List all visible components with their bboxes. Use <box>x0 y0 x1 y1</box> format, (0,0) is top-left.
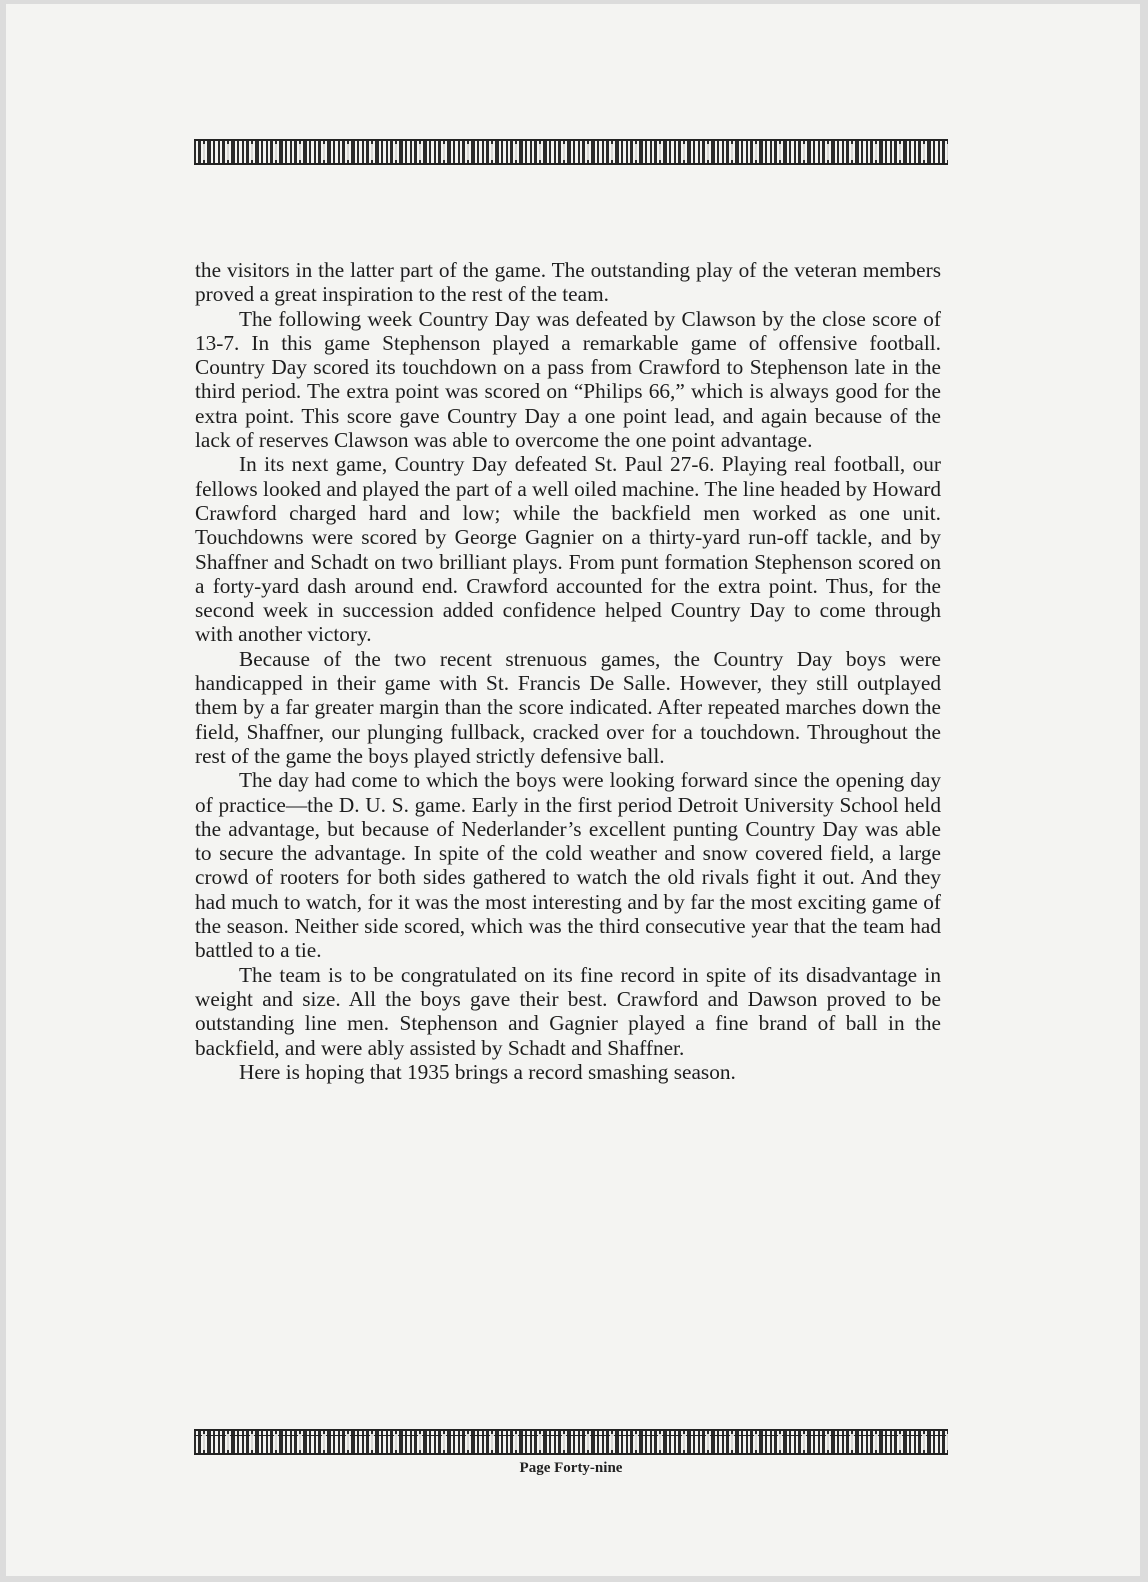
page-sheet <box>6 4 1140 1576</box>
article-body <box>195 258 941 1084</box>
paragraph-5: The day had come to which the boys were looking forward since the opening day of practice—the D. U. S. game. Early in the first period Detroit University School held the advantage, but because of Nederlander’s excellent punting Country Day was able to secure the advantage. In spite of the cold weather and snow covered field, a large crowd of rooters for both sides gathered to watch the old rivals fight it out. And they had much to watch, for it was the most interesting and by far the most exciting game of the season. Neither side scored, which was the third consecutive year that the team had battled to a tie. <box>195 768 941 963</box>
decorative-border-top <box>194 139 948 165</box>
paragraph-3: In its next game, Country Day defeated St. Paul 27-6. Playing real football, our fellows looked and played the part of a well oiled machine. The line headed by Howard Crawford charged hard and low; while the backfield men worked as one unit. Touchdowns were scored by George Gagnier on a thirty-yard run-off tackle, and by Shaffner and Schadt on two brilliant plays. From punt formation Stephenson scored on a forty-yard dash around end. Crawford accounted for the extra point. Thus, for the second week in succession added confidence helped Country Day to come through with another victory. <box>195 452 941 647</box>
page-number: Page Forty-nine <box>519 1460 623 1476</box>
paragraph-6: The team is to be congratulated on its fine record in spite of its disadvantage in weight and size. All the boys gave their best. Crawford and Dawson proved to be outstanding line men. Stephenson and Gagnier played a fine brand of ball in the backfield, and were ably assisted by Schadt and Shaffner. <box>195 962 941 1060</box>
paragraph-1: the visitors in the latter part of the game. The outstanding play of the veteran members proved a great inspiration to the rest of the team. <box>195 258 941 307</box>
paragraph-4: Because of the two recent strenuous games, the Country Day boys were handicapped in their game with St. Francis De Salle. However, they still outplayed them by a far greater margin than the score indicated. After repeated marches down the field, Shaffner, our plunging fullback, cracked over for a touchdown. Throughout the rest of the game the boys played strictly defensive ball. <box>195 646 941 768</box>
paragraph-7: Here is hoping that 1935 brings a record smashing season. <box>239 1059 736 1084</box>
paragraph-2: The following week Country Day was defeated by Clawson by the close score of 13-7. In this game Stephenson played a remarkable game of offensive football. Country Day scored its touchdown on a pass from Crawford to Stephenson late in the third period. The extra point was scored on “Philips 66,” which is always good for the extra point. This score gave Country Day a one point lead, and again because of the lack of reserves Clawson was able to overcome the one point advantage. <box>195 306 941 453</box>
decorative-border-bottom <box>194 1429 948 1455</box>
